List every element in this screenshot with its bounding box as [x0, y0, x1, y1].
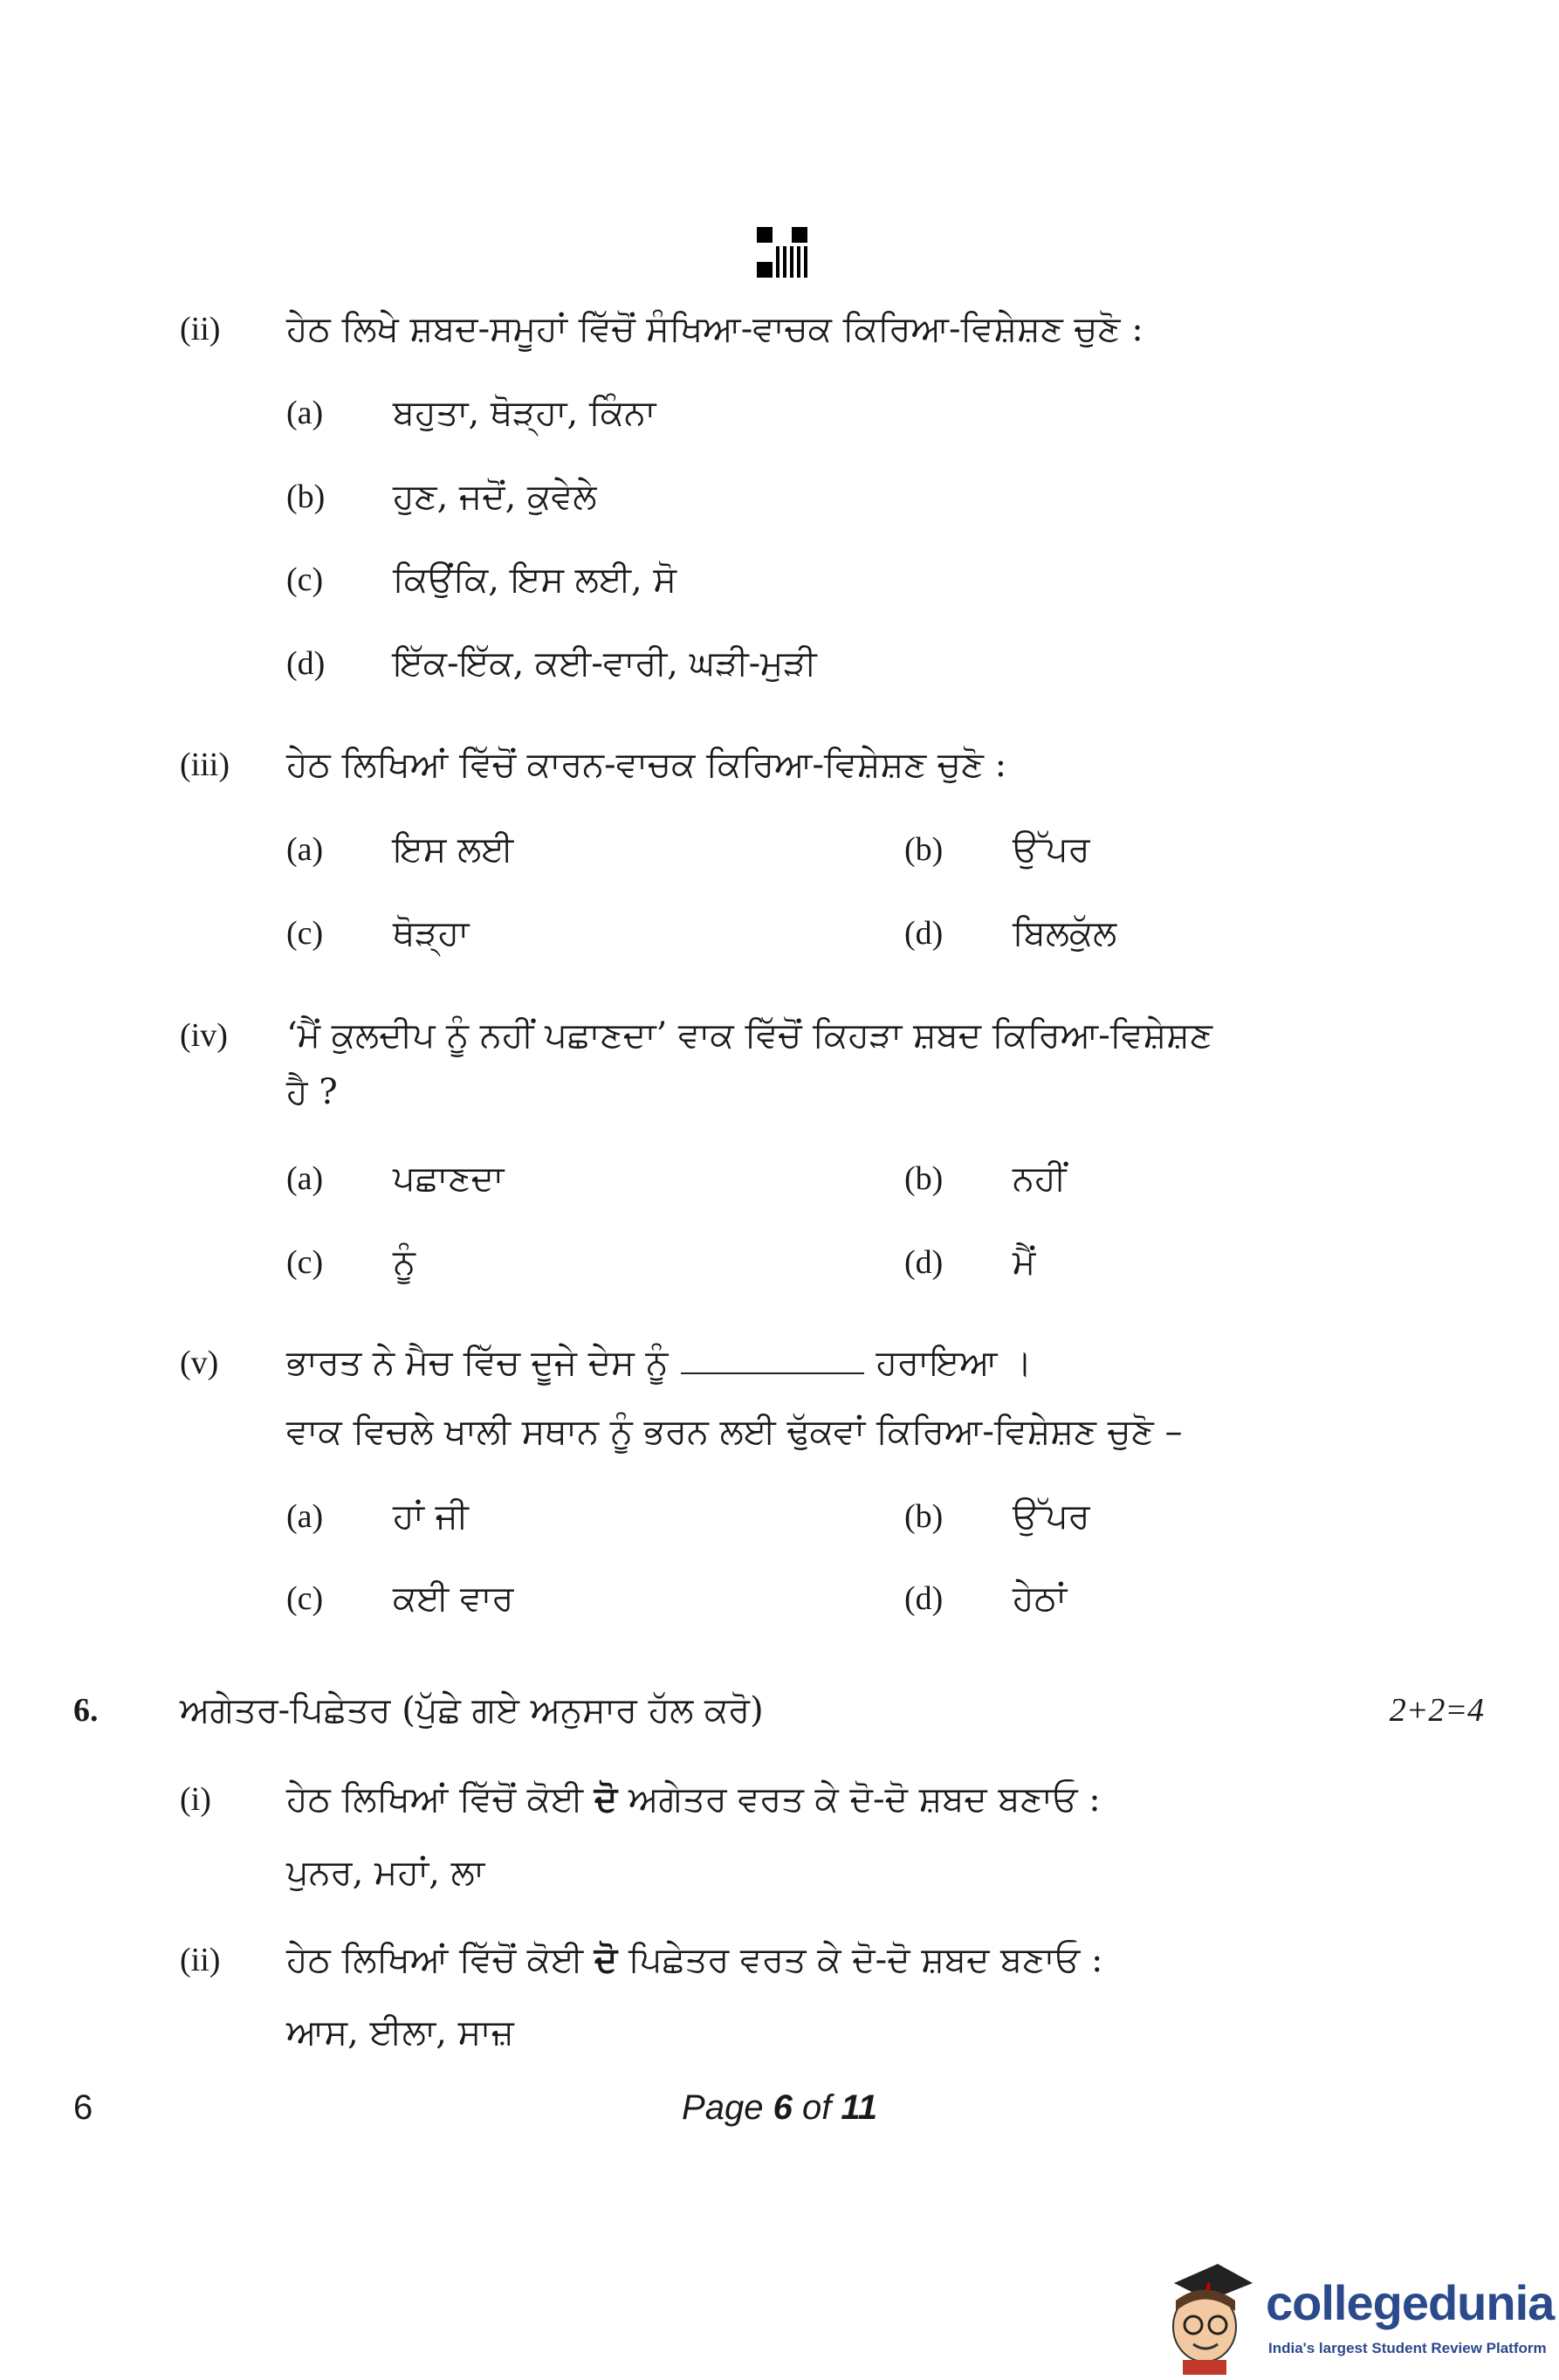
page-mid: of — [792, 2088, 841, 2127]
question-number: (ii) — [180, 1942, 221, 1978]
question-text: ਹੇਠ ਲਿਖਿਆਂ ਵਿੱਚੋਂ ਕਾਰਨ-ਵਾਚਕ ਕਿਰਿਆ-ਵਿਸ਼ੇਸ਼ਣ ਚੁਣੋ : — [286, 745, 1007, 785]
question-number: 6. — [73, 1692, 99, 1729]
question-number: (ii) — [180, 311, 221, 347]
option-label: (c) — [286, 915, 324, 952]
option-label: (a) — [286, 1498, 324, 1535]
text-bold: ਦੋ — [594, 1939, 618, 1980]
option-label: (a) — [286, 831, 324, 868]
option-label: (d) — [904, 1244, 944, 1281]
marks: 2+2=4 — [1389, 1692, 1484, 1729]
page-indicator — [0, 2088, 1559, 2128]
option-text: ਹਾਂ ਜੀ — [393, 1496, 469, 1537]
option-text: ਕਈ ਵਾਰ — [393, 1579, 514, 1619]
option-label: (c) — [286, 1244, 324, 1281]
text-post: ਅਗੇਤਰ ਵਰਤ ਕੇ ਦੋ-ਦੋ ਸ਼ਬਦ ਬਣਾਓ : — [628, 1779, 1101, 1819]
option-text: ਇੱਕ-ਇੱਕ, ਕਈ-ਵਾਰੀ, ਘੜੀ-ਮੁੜੀ — [393, 643, 817, 684]
question-number: (i) — [180, 1781, 211, 1818]
question-text — [286, 1340, 1032, 1386]
logo-tagline: India's largest Student Review Platform — [1268, 2340, 1547, 2356]
word-list: ਪੁਨਰ, ਮਹਾਂ, ਲਾ — [286, 1853, 485, 1893]
question-text: ‘ਮੈਂ ਕੁਲਦੀਪ ਨੂੰ ਨਹੀਂ ਪਛਾਣਦਾ’ ਵਾਕ ਵਿੱਚੋਂ ਕਿਹੜਾ ਸ਼ਬਦ ਕਿਰਿਆ-ਵਿਸ਼ੇਸ਼ਣ — [286, 1015, 1212, 1056]
page-pre: Page — [682, 2088, 773, 2127]
option-label: (d) — [904, 915, 944, 952]
option-label: (a) — [286, 395, 324, 431]
text-pre: ਹੇਠ ਲਿਖਿਆਂ ਵਿੱਚੋਂ ਕੋਈ — [286, 1779, 584, 1819]
question-text-cont: ਹੈ ? — [286, 1072, 338, 1112]
text-pre: ਹੇਠ ਲਿਖਿਆਂ ਵਿੱਚੋਂ ਕੋਈ — [286, 1940, 584, 1980]
option-label: (d) — [286, 645, 326, 682]
page-total: 11 — [841, 2088, 877, 2127]
option-text: ਉੱਪਰ — [1013, 829, 1090, 870]
option-label: (a) — [286, 1160, 324, 1197]
question-number: (iv) — [180, 1017, 228, 1054]
option-label: (d) — [904, 1580, 944, 1617]
option-label: (c) — [286, 561, 324, 598]
qr-code — [755, 225, 809, 279]
option-label: (c) — [286, 1580, 324, 1617]
text-post: ਪਿਛੇਤਰ ਵਰਤ ਕੇ ਦੋ-ਦੋ ਸ਼ਬਦ ਬਣਾਓ : — [628, 1940, 1103, 1980]
section-title: ਅਗੇਤਰ-ਪਿਛੇਤਰ (ਪੁੱਛੇ ਗਏ ਅਨੁਸਾਰ ਹੱਲ ਕਰੋ) — [180, 1690, 764, 1730]
question-text: ਹੇਠ ਲਿਖੇ ਸ਼ਬਦ-ਸਮੂਹਾਂ ਵਿੱਚੋਂ ਸੰਖਿਆ-ਵਾਚਕ ਕਿਰਿਆ-ਵਿਸ਼ੇਸ਼ਣ ਚੁਣੋ : — [286, 309, 1143, 349]
fill-blank — [681, 1346, 864, 1374]
option-text: ਬਿਲਕੁੱਲ — [1013, 913, 1117, 953]
question-text-cont: ਵਾਕ ਵਿਚਲੇ ਖਾਲੀ ਸਥਾਨ ਨੂੰ ਭਰਨ ਲਈ ਢੁੱਕਵਾਂ ਕਿਰਿਆ-ਵਿਸ਼ੇਸ਼ਣ ਚੁਣੋ – — [286, 1412, 1183, 1452]
option-text: ਹੁਣ, ਜਦੋਂ, ਕੁਵੇਲੇ — [393, 477, 597, 517]
option-label: (b) — [286, 478, 326, 515]
option-label: (b) — [904, 1498, 944, 1535]
option-text: ਕਿਉਂਕਿ, ਇਸ ਲਈ, ਸੋ — [393, 560, 677, 600]
question-text — [286, 1777, 1101, 1822]
logo-name: collegedunia — [1266, 2275, 1555, 2330]
text-bold: ਦੋ — [594, 1778, 618, 1819]
option-text: ਨੂੰ — [393, 1242, 416, 1283]
option-text: ਥੋੜ੍ਹਾ — [393, 913, 470, 953]
page-number: 6 — [73, 2088, 93, 2127]
option-text: ਪਛਾਣਦਾ — [393, 1159, 505, 1199]
word-list: ਆਸ, ਈਲਾ, ਸਾਜ਼ — [286, 2012, 514, 2053]
question-text — [286, 1937, 1102, 1983]
mascot-icon — [1157, 2257, 1261, 2375]
option-label: (b) — [904, 831, 944, 868]
question-number: (iii) — [180, 746, 230, 783]
question-number: (v) — [180, 1345, 219, 1381]
sentence-start: ਭਾਰਤ ਨੇ ਮੈਚ ਵਿੱਚ ਦੂਜੇ ਦੇਸ ਨੂੰ — [286, 1343, 669, 1383]
collegedunia-logo — [1157, 2257, 1554, 2375]
option-text: ਇਸ ਲਈ — [393, 829, 514, 870]
option-text: ਉੱਪਰ — [1013, 1496, 1090, 1537]
page-current: 6 — [773, 2088, 793, 2127]
option-text: ਬਹੁਤਾ, ਥੋੜ੍ਹਾ, ਕਿੰਨਾ — [393, 393, 656, 433]
option-text: ਹੇਠਾਂ — [1013, 1579, 1068, 1619]
sentence-end: ਹਰਾਇਆ । — [876, 1343, 1033, 1383]
option-text: ਮੈਂ — [1013, 1242, 1036, 1283]
option-text: ਨਹੀਂ — [1013, 1159, 1067, 1199]
option-label: (b) — [904, 1160, 944, 1197]
